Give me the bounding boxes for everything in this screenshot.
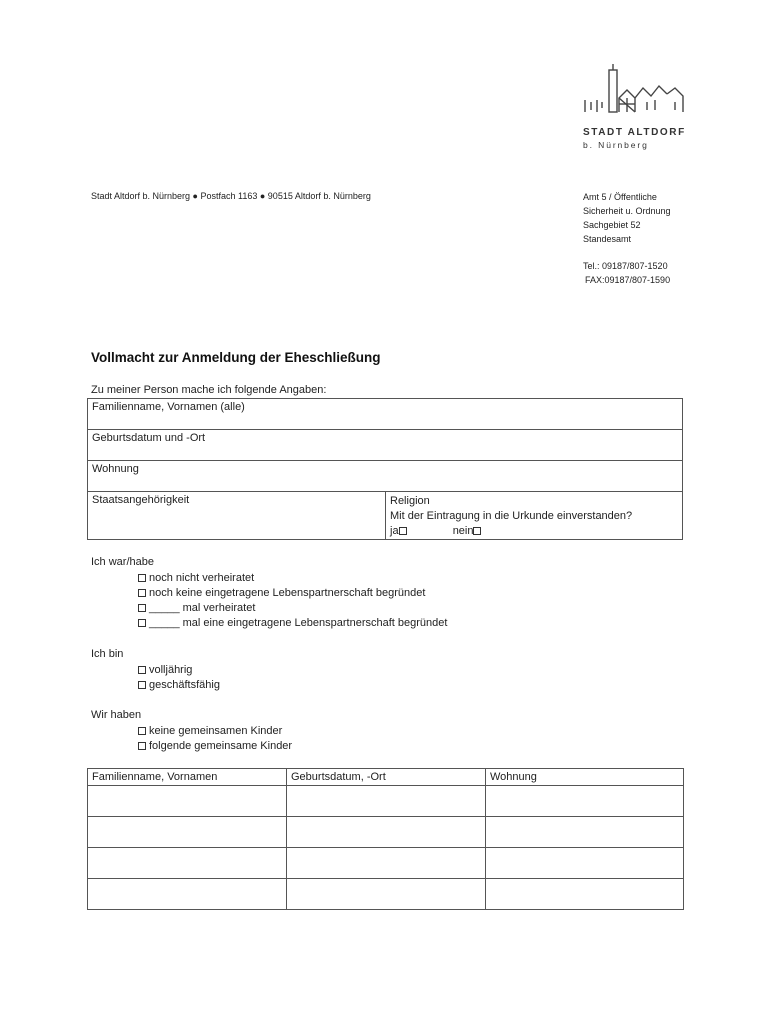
personal-data-table (87, 398, 683, 540)
children-option-label: folgende gemeinsame Kinder (149, 740, 293, 752)
table-cell[interactable] (287, 786, 486, 817)
consent-yes-checkbox[interactable] (399, 527, 407, 535)
document-title: Vollmacht zur Anmeldung der Eheschließung (91, 350, 381, 365)
table-cell[interactable] (486, 848, 684, 879)
children-option[interactable] (138, 725, 282, 737)
column-header: Wohnung (486, 769, 684, 786)
marital-option-checkbox[interactable] (138, 619, 146, 627)
office-spacer (583, 246, 671, 259)
marital-option[interactable] (138, 602, 255, 614)
names-field[interactable] (88, 399, 682, 430)
table-cell[interactable] (486, 879, 684, 910)
office-fax: FAX:09187/807-1590 (585, 275, 671, 285)
table-cell[interactable] (486, 786, 684, 817)
consent-options (390, 524, 678, 539)
capacity-option-label: geschäftsfähig (149, 679, 220, 691)
office-line: Sachgebiet 52 (583, 220, 641, 230)
consent-no-checkbox[interactable] (473, 527, 481, 535)
marital-option-checkbox[interactable] (138, 604, 146, 612)
capacity-option[interactable] (138, 679, 220, 691)
table-cell[interactable] (88, 848, 287, 879)
marital-status-label: Ich war/habe (91, 556, 154, 568)
intro-text: Zu meiner Person mache ich folgende Angaben: (91, 384, 327, 396)
sender-address-line: Stadt Altdorf b. Nürnberg ● Postfach 1163 ● 90515 Altdorf b. Nürnberg (91, 191, 371, 201)
names-field-label: Familienname, Vornamen (alle) (92, 401, 245, 413)
consent-yes-label: ja (390, 525, 399, 537)
religion-field[interactable] (386, 492, 682, 539)
children-option-checkbox[interactable] (138, 727, 146, 735)
logo-city-subtitle: b. Nürnberg (583, 140, 649, 150)
capacity-option-label: volljährig (149, 664, 193, 676)
table-cell[interactable] (88, 786, 287, 817)
table-cell[interactable] (287, 848, 486, 879)
table-cell[interactable] (88, 817, 287, 848)
table-row (88, 786, 684, 817)
marital-option-label: noch nicht verheiratet (149, 572, 255, 584)
office-line: Standesamt (583, 234, 632, 244)
marital-option-checkbox[interactable] (138, 589, 146, 597)
office-line: Sicherheit u. Ordnung (583, 206, 671, 216)
capacity-option-checkbox[interactable] (138, 681, 146, 689)
marital-option-label: noch keine eingetragene Lebenspartnerschaft begründet (149, 587, 426, 599)
marital-option-label: _____ mal eine eingetragene Lebenspartnerschaft begründet (149, 617, 448, 629)
marital-option[interactable] (138, 572, 254, 584)
office-phone: Tel.: 09187/807-1520 (583, 261, 668, 271)
residence-field[interactable] (88, 461, 682, 492)
children-option-checkbox[interactable] (138, 742, 146, 750)
table-row (88, 817, 684, 848)
capacity-option[interactable] (138, 664, 192, 676)
birth-field-label: Geburtsdatum und -Ort (92, 432, 206, 444)
table-cell[interactable] (486, 817, 684, 848)
table-row (88, 848, 684, 879)
office-contact-block (583, 190, 671, 287)
birth-field[interactable] (88, 430, 682, 461)
marital-option[interactable] (138, 587, 425, 599)
office-line: Amt 5 / Öffentliche (583, 192, 657, 202)
table-row (88, 879, 684, 910)
children-option[interactable] (138, 740, 292, 752)
marital-option-checkbox[interactable] (138, 574, 146, 582)
city-skyline-icon (583, 62, 687, 122)
nationality-field[interactable] (88, 492, 386, 539)
marital-option-label: _____ mal verheiratet (149, 602, 256, 614)
table-cell[interactable] (287, 817, 486, 848)
residence-field-label: Wohnung (92, 463, 139, 475)
column-header: Geburtsdatum, -Ort (287, 769, 486, 786)
city-logo (583, 62, 687, 152)
nationality-field-label: Staatsangehörigkeit (92, 494, 190, 506)
consent-no-label: nein (452, 525, 474, 537)
capacity-option-checkbox[interactable] (138, 666, 146, 674)
religion-label: Religion (390, 495, 430, 507)
capacity-label: Ich bin (91, 648, 124, 660)
children-option-label: keine gemeinsamen Kinder (149, 725, 283, 737)
marital-option[interactable] (138, 617, 447, 629)
logo-city-name: STADT ALTDORF (583, 127, 686, 138)
nationality-religion-row (88, 492, 682, 539)
column-header: Familienname, Vornamen (88, 769, 287, 786)
children-table-header (88, 769, 684, 786)
table-cell[interactable] (88, 879, 287, 910)
table-cell[interactable] (287, 879, 486, 910)
children-label: Wir haben (91, 709, 142, 721)
consent-question: Mit der Eintragung in die Urkunde einverstanden? (390, 510, 633, 522)
children-table (87, 768, 684, 910)
